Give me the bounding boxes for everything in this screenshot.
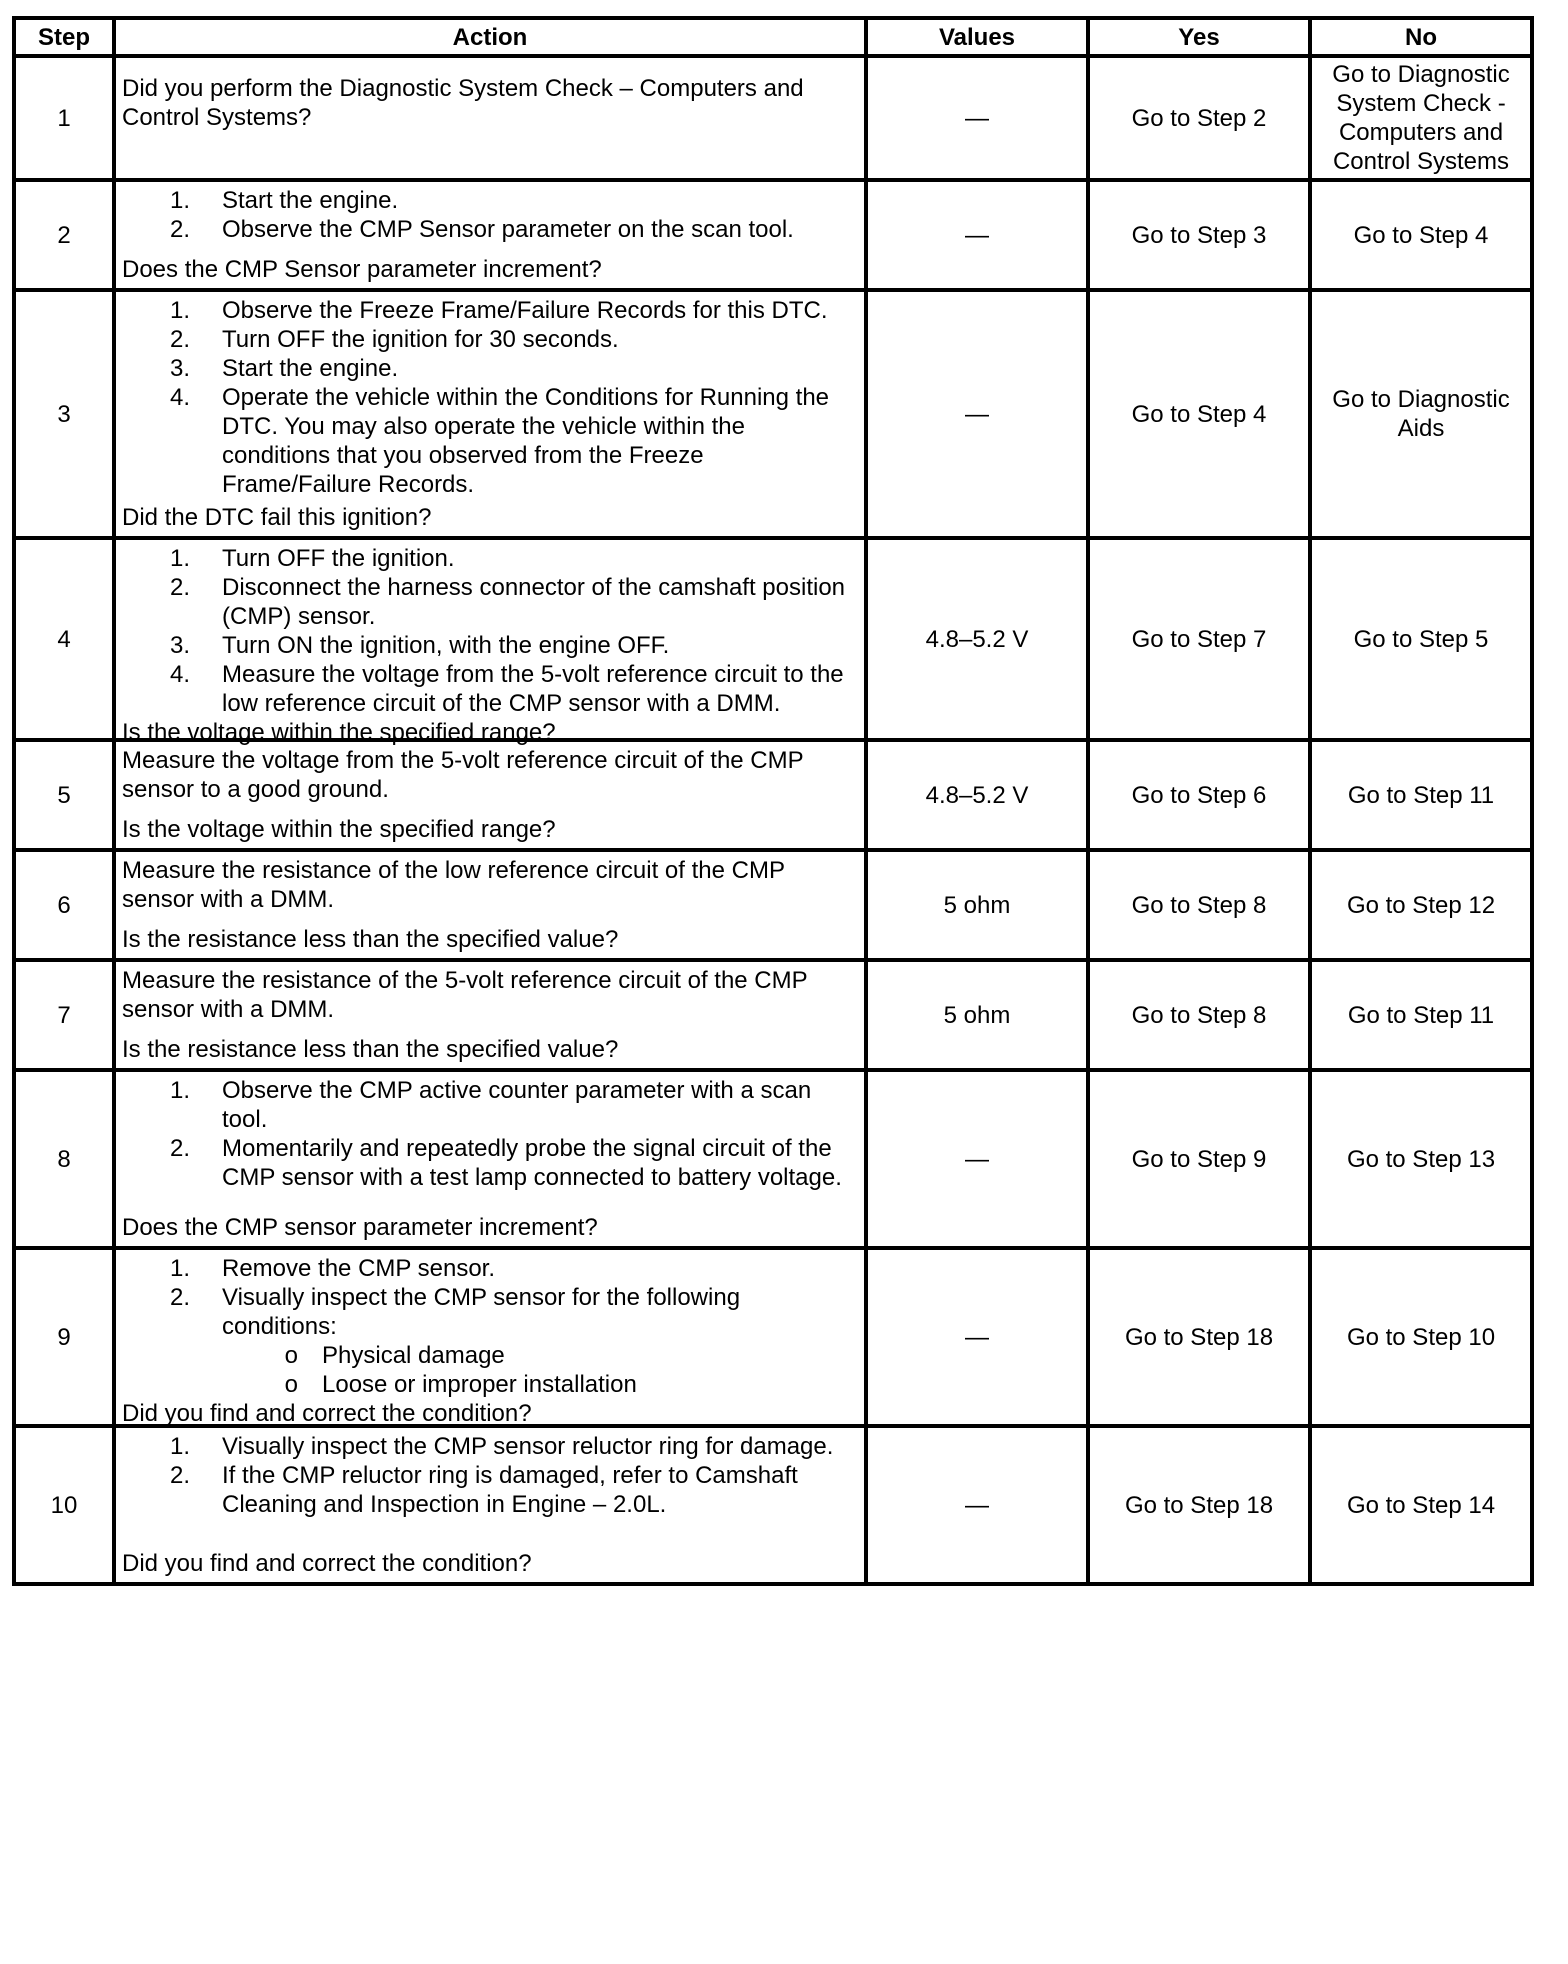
step-cell: 5: [14, 740, 114, 850]
action-content: [122, 1254, 858, 1427]
yes-cell: Go to Step 4: [1088, 290, 1310, 538]
step-cell: 6: [14, 850, 114, 960]
step-text: Turn OFF the ignition for 30 seconds.: [222, 326, 619, 353]
header-row: [14, 18, 1532, 56]
action-step-item: [122, 325, 858, 354]
step-text: Visually inspect the CMP sensor reluctor ring for damage.: [222, 1433, 834, 1460]
action-instructions: [122, 746, 858, 804]
action-intro: Measure the resistance of the 5-volt reference circuit of the CMP sensor with a DMM.: [122, 967, 808, 1023]
action-content: [122, 186, 858, 284]
action-steps: [122, 296, 858, 499]
action-steps: [122, 544, 858, 718]
step-text: Turn OFF the ignition.: [222, 545, 455, 572]
condition-text: Loose or improper installation: [322, 1371, 637, 1398]
action-instructions: [122, 544, 858, 718]
step-text: Start the engine.: [222, 187, 399, 214]
value-cell: 4.8–5.2 V: [866, 740, 1088, 850]
diagnostic-table: [12, 16, 1534, 1586]
no-cell: Go to Step 11: [1310, 740, 1532, 850]
action-question: Does the CMP Sensor parameter increment?: [122, 256, 602, 283]
action-content: [122, 1076, 858, 1242]
condition-item: [122, 1341, 858, 1370]
step-number: 1.: [169, 545, 190, 572]
step-number: 2.: [169, 1284, 190, 1311]
no-cell: Go to Step 13: [1310, 1070, 1532, 1248]
no-cell: Go to Diagnostic System Check - Computers and Control Systems: [1310, 56, 1532, 180]
header-step: Step: [14, 18, 114, 56]
no-cell: Go to Step 14: [1310, 1426, 1532, 1584]
action-step-item: [122, 296, 858, 325]
yes-cell: Go to Step 9: [1088, 1070, 1310, 1248]
action-cell: [114, 1426, 866, 1584]
action-question: Is the resistance less than the specified value?: [122, 1036, 619, 1063]
step-number: 3.: [169, 632, 190, 659]
value-cell: 5 ohm: [866, 850, 1088, 960]
yes-cell: Go to Step 8: [1088, 960, 1310, 1070]
action-step-item: [122, 354, 858, 383]
value-cell: —: [866, 1248, 1088, 1426]
action-content: [122, 544, 858, 746]
yes-cell: Go to Step 18: [1088, 1426, 1310, 1584]
step-number: 1.: [169, 187, 190, 214]
condition-list: [122, 1341, 858, 1399]
table-row: [14, 1070, 1532, 1248]
table-row: [14, 960, 1532, 1070]
table-row: [14, 538, 1532, 740]
step-cell: 2: [14, 180, 114, 290]
action-cell: [114, 960, 866, 1070]
action-instructions: [122, 186, 858, 244]
action-question: Is the voltage within the specified range?: [122, 719, 556, 746]
no-cell: Go to Step 10: [1310, 1248, 1532, 1426]
table-row: [14, 180, 1532, 290]
condition-text: Physical damage: [322, 1342, 505, 1369]
step-number: 1.: [169, 1255, 190, 1282]
action-content: [122, 296, 858, 532]
action-steps: [122, 186, 858, 244]
action-cell: [114, 56, 866, 180]
action-content: [122, 746, 858, 844]
circle-bullet-icon: o: [284, 1371, 298, 1398]
action-step-item: [122, 383, 858, 499]
step-number: 2.: [169, 1135, 190, 1162]
action-content: [122, 966, 858, 1064]
step-cell: 3: [14, 290, 114, 538]
header-action: Action: [114, 18, 866, 56]
action-instructions: [122, 296, 858, 499]
table-row: [14, 56, 1532, 180]
step-number: 2.: [169, 326, 190, 353]
no-cell: Go to Step 12: [1310, 850, 1532, 960]
action-instructions: [122, 1076, 858, 1192]
step-text: Visually inspect the CMP sensor for the following conditions:: [222, 1284, 741, 1340]
table-row: [14, 740, 1532, 850]
step-cell: 7: [14, 960, 114, 1070]
action-content: [122, 74, 858, 162]
action-cell: [114, 290, 866, 538]
step-text: Observe the CMP Sensor parameter on the scan tool.: [222, 216, 794, 243]
action-cell: [114, 850, 866, 960]
header-no: No: [1310, 18, 1532, 56]
step-number: 4.: [169, 384, 190, 411]
action-instructions: [122, 1432, 858, 1519]
action-question: Is the resistance less than the specified value?: [122, 926, 619, 953]
value-cell: —: [866, 290, 1088, 538]
yes-cell: Go to Step 18: [1088, 1248, 1310, 1426]
condition-item: [122, 1370, 858, 1399]
table-row: [14, 290, 1532, 538]
value-cell: 4.8–5.2 V: [866, 538, 1088, 740]
step-cell: 8: [14, 1070, 114, 1248]
table-row: [14, 1248, 1532, 1426]
step-number: 4.: [169, 661, 190, 688]
action-step-item: [122, 215, 858, 244]
step-text: Turn ON the ignition, with the engine OFF.: [222, 632, 670, 659]
value-cell: 5 ohm: [866, 960, 1088, 1070]
action-instructions: [122, 74, 858, 132]
step-number: 2.: [169, 1462, 190, 1489]
action-step-item: [122, 1254, 858, 1283]
value-cell: —: [866, 180, 1088, 290]
action-step-item: [122, 1461, 858, 1519]
step-text: Observe the CMP active counter parameter with a scan tool.: [222, 1077, 812, 1133]
yes-cell: Go to Step 8: [1088, 850, 1310, 960]
action-question: Did you find and correct the condition?: [122, 1400, 532, 1427]
action-intro: Measure the resistance of the low reference circuit of the CMP sensor with a DMM.: [122, 857, 785, 913]
step-cell: 9: [14, 1248, 114, 1426]
action-step-item: [122, 631, 858, 660]
action-question: Does the CMP sensor parameter increment?: [122, 1214, 598, 1241]
action-instructions: [122, 856, 858, 914]
action-intro: Did you perform the Diagnostic System Check – Computers and Control Systems?: [122, 75, 804, 131]
step-number: 1.: [169, 1433, 190, 1460]
action-cell: [114, 1248, 866, 1426]
action-cell: [114, 1070, 866, 1248]
action-step-item: [122, 186, 858, 215]
step-text: Remove the CMP sensor.: [222, 1255, 496, 1282]
step-cell: 10: [14, 1426, 114, 1584]
step-number: 2.: [169, 574, 190, 601]
action-step-item: [122, 1076, 858, 1134]
step-cell: 4: [14, 538, 114, 740]
step-text: Start the engine.: [222, 355, 399, 382]
action-instructions: [122, 1254, 858, 1399]
step-number: 2.: [169, 216, 190, 243]
yes-cell: Go to Step 7: [1088, 538, 1310, 740]
table-row: [14, 1426, 1532, 1584]
value-cell: —: [866, 56, 1088, 180]
yes-cell: Go to Step 3: [1088, 180, 1310, 290]
action-steps: [122, 1076, 858, 1192]
step-number: 1.: [169, 297, 190, 324]
action-instructions: [122, 966, 858, 1024]
yes-cell: Go to Step 2: [1088, 56, 1310, 180]
no-cell: Go to Diagnostic Aids: [1310, 290, 1532, 538]
step-text: Measure the voltage from the 5-volt reference circuit to the low reference circuit of the CMP sensor with a DMM.: [222, 661, 844, 717]
action-step-item: [122, 1432, 858, 1461]
action-cell: [114, 538, 866, 746]
table-body: [14, 56, 1532, 1584]
action-steps: [122, 1432, 858, 1519]
no-cell: Go to Step 4: [1310, 180, 1532, 290]
header-values: Values: [866, 18, 1088, 56]
action-question: Did you find and correct the condition?: [122, 1550, 532, 1577]
action-step-item: [122, 660, 858, 718]
table-row: [14, 850, 1532, 960]
action-content: [122, 1432, 858, 1578]
step-text: Disconnect the harness connector of the camshaft position (CMP) sensor.: [222, 574, 846, 630]
step-cell: 1: [14, 56, 114, 180]
action-steps: [122, 1254, 858, 1341]
no-cell: Go to Step 11: [1310, 960, 1532, 1070]
step-number: 3.: [169, 355, 190, 382]
step-text: If the CMP reluctor ring is damaged, refer to Camshaft Cleaning and Inspection in Engine – 2.0L.: [222, 1462, 798, 1518]
action-content: [122, 856, 858, 954]
circle-bullet-icon: o: [284, 1342, 298, 1369]
no-cell: Go to Step 5: [1310, 538, 1532, 740]
action-cell: [114, 180, 866, 290]
action-intro: Measure the voltage from the 5-volt reference circuit of the CMP sensor to a good ground.: [122, 747, 804, 803]
value-cell: —: [866, 1426, 1088, 1584]
yes-cell: Go to Step 6: [1088, 740, 1310, 850]
step-text: Momentarily and repeatedly probe the signal circuit of the CMP sensor with a test lamp connected to battery voltage.: [222, 1135, 842, 1191]
action-step-item: [122, 1134, 858, 1192]
action-step-item: [122, 573, 858, 631]
action-question: Is the voltage within the specified range?: [122, 816, 556, 843]
action-step-item: [122, 1283, 858, 1341]
action-question: Did the DTC fail this ignition?: [122, 504, 432, 531]
step-text: Operate the vehicle within the Conditions for Running the DTC. You may also operate the vehicle within the conditions that you observed from the Freeze Frame/Failure Records.: [222, 384, 830, 498]
action-cell: [114, 740, 866, 850]
value-cell: —: [866, 1070, 1088, 1248]
step-number: 1.: [169, 1077, 190, 1104]
step-text: Observe the Freeze Frame/Failure Records for this DTC.: [222, 297, 828, 324]
header-yes: Yes: [1088, 18, 1310, 56]
action-step-item: [122, 544, 858, 573]
